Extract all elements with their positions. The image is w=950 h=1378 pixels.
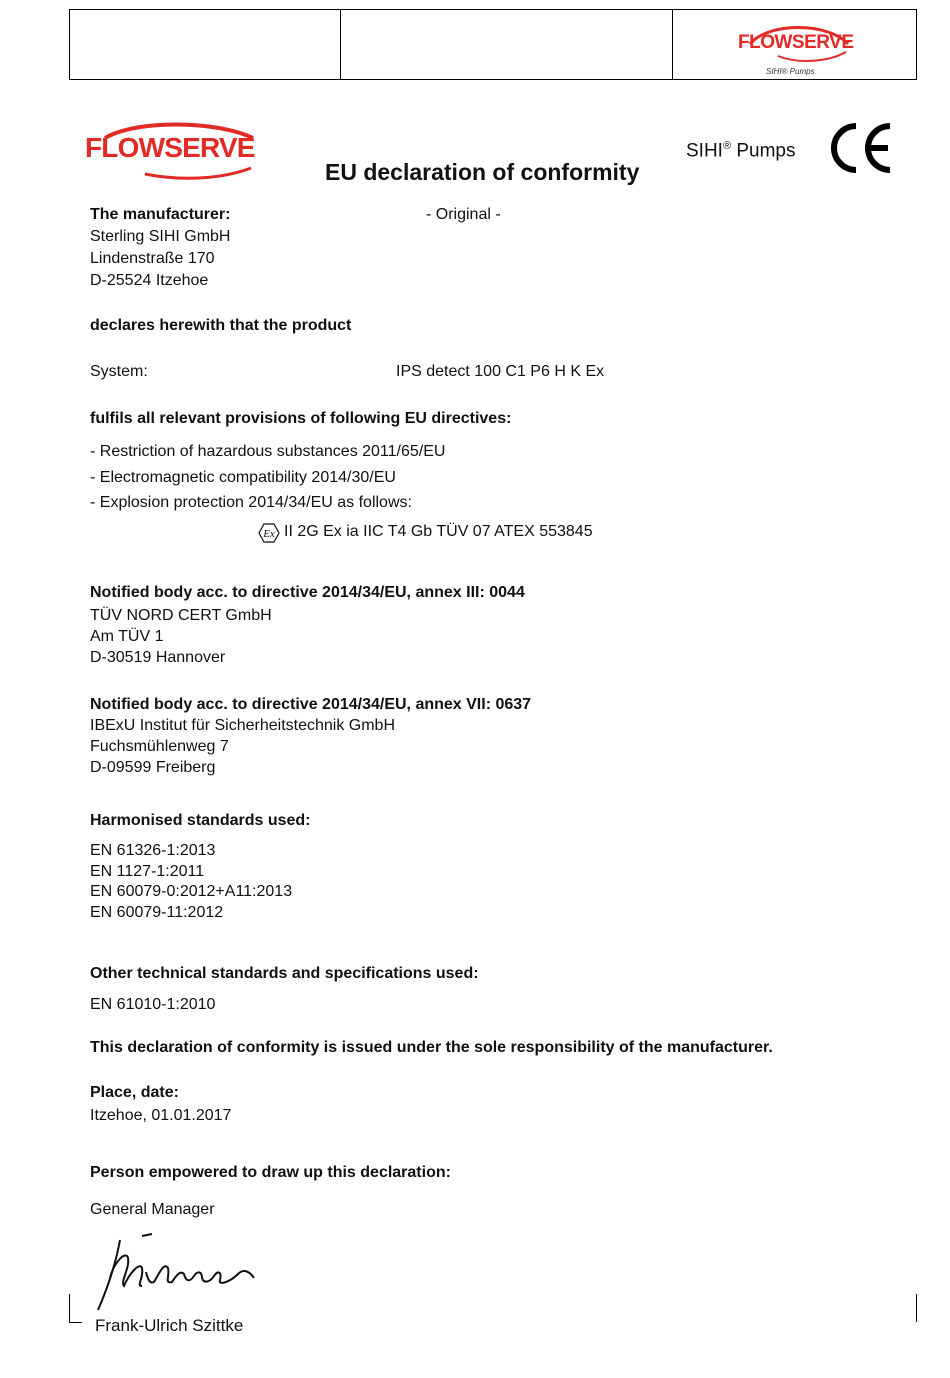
notified-body-2-line: D-09599 Freiberg	[90, 759, 216, 776]
header-cell-1	[70, 10, 341, 79]
person-heading: Person empowered to draw up this declaration:	[90, 1164, 451, 1181]
ex-hexagon-icon	[258, 523, 280, 543]
directive-item: - Electromagnetic compatibility 2014/30/EU	[90, 469, 396, 486]
header-logo-text: FLOWSERVE	[738, 32, 854, 53]
standard-item: EN 60079-11:2012	[90, 904, 224, 921]
sihi-prefix: SIHI	[686, 140, 723, 162]
notified-body-1-line: Am TÜV 1	[90, 628, 164, 645]
ce-mark-icon	[828, 120, 894, 176]
declares-statement: declares herewith that the product	[90, 317, 352, 334]
directive-item: - Restriction of hazardous substances 2011/65/EU	[90, 443, 446, 460]
responsibility-statement: This declaration of conformity is issued under the sole responsibility of the manufacturer.	[90, 1039, 773, 1056]
ex-marking: II 2G Ex ia IIC T4 Gb TÜV 07 ATEX 553845	[284, 523, 593, 540]
standard-item: EN 61326-1:2013	[90, 842, 216, 859]
place-date-value: Itzehoe, 01.01.2017	[90, 1107, 232, 1124]
notified-body-2-line: IBExU Institut für Sicherheitstechnik GmbH	[90, 717, 395, 734]
manufacturer-line: Lindenstraße 170	[90, 250, 215, 267]
ex-symbol: Ex	[263, 528, 275, 540]
directive-item: - Explosion protection 2014/34/EU as follows:	[90, 494, 412, 511]
header-flowserve-logo	[738, 22, 858, 80]
frame-corner-left	[69, 1294, 82, 1323]
manufacturer-heading: The manufacturer:	[90, 206, 231, 223]
header-logo-sub: SIHI® Pumps	[766, 67, 815, 76]
system-label: System:	[90, 363, 148, 380]
person-role: General Manager	[90, 1201, 215, 1218]
registered-mark: ®	[722, 140, 732, 152]
document-title: EU declaration of conformity	[325, 159, 640, 185]
flowserve-logo	[85, 122, 265, 182]
other-standards-heading: Other technical standards and specifications used:	[90, 965, 479, 982]
notified-body-1-line: TÜV NORD CERT GmbH	[90, 607, 272, 624]
logo-text: FLOWSERVE	[85, 132, 255, 163]
place-date-heading: Place, date:	[90, 1084, 179, 1101]
notified-body-2-heading: Notified body acc. to directive 2014/34/EU, annex VII: 0637	[90, 696, 532, 713]
directives-heading: fulfils all relevant provisions of following EU directives:	[90, 410, 512, 427]
harmonised-heading: Harmonised standards used:	[90, 812, 311, 829]
sihi-suffix: Pumps	[731, 140, 796, 162]
manufacturer-line: Sterling SIHI GmbH	[90, 228, 231, 245]
frame-corner-right	[916, 1294, 917, 1322]
sihi-pumps-brand	[686, 140, 795, 162]
handwritten-signature	[90, 1232, 260, 1314]
system-value: IPS detect 100 C1 P6 H K Ex	[396, 363, 605, 380]
other-standard-item: EN 61010-1:2010	[90, 996, 216, 1013]
original-label: - Original -	[426, 206, 501, 223]
manufacturer-line: D-25524 Itzehoe	[90, 272, 209, 289]
notified-body-1-heading: Notified body acc. to directive 2014/34/EU, annex III: 0044	[90, 584, 525, 601]
notified-body-2-line: Fuchsmühlenweg 7	[90, 738, 229, 755]
standard-item: EN 60079-0:2012+A11:2013	[90, 883, 293, 900]
signatory-name: Frank-Ulrich Szittke	[95, 1316, 244, 1335]
header-cell-2	[340, 10, 673, 79]
notified-body-1-line: D-30519 Hannover	[90, 649, 226, 666]
standard-item: EN 1127-1:2011	[90, 863, 205, 880]
